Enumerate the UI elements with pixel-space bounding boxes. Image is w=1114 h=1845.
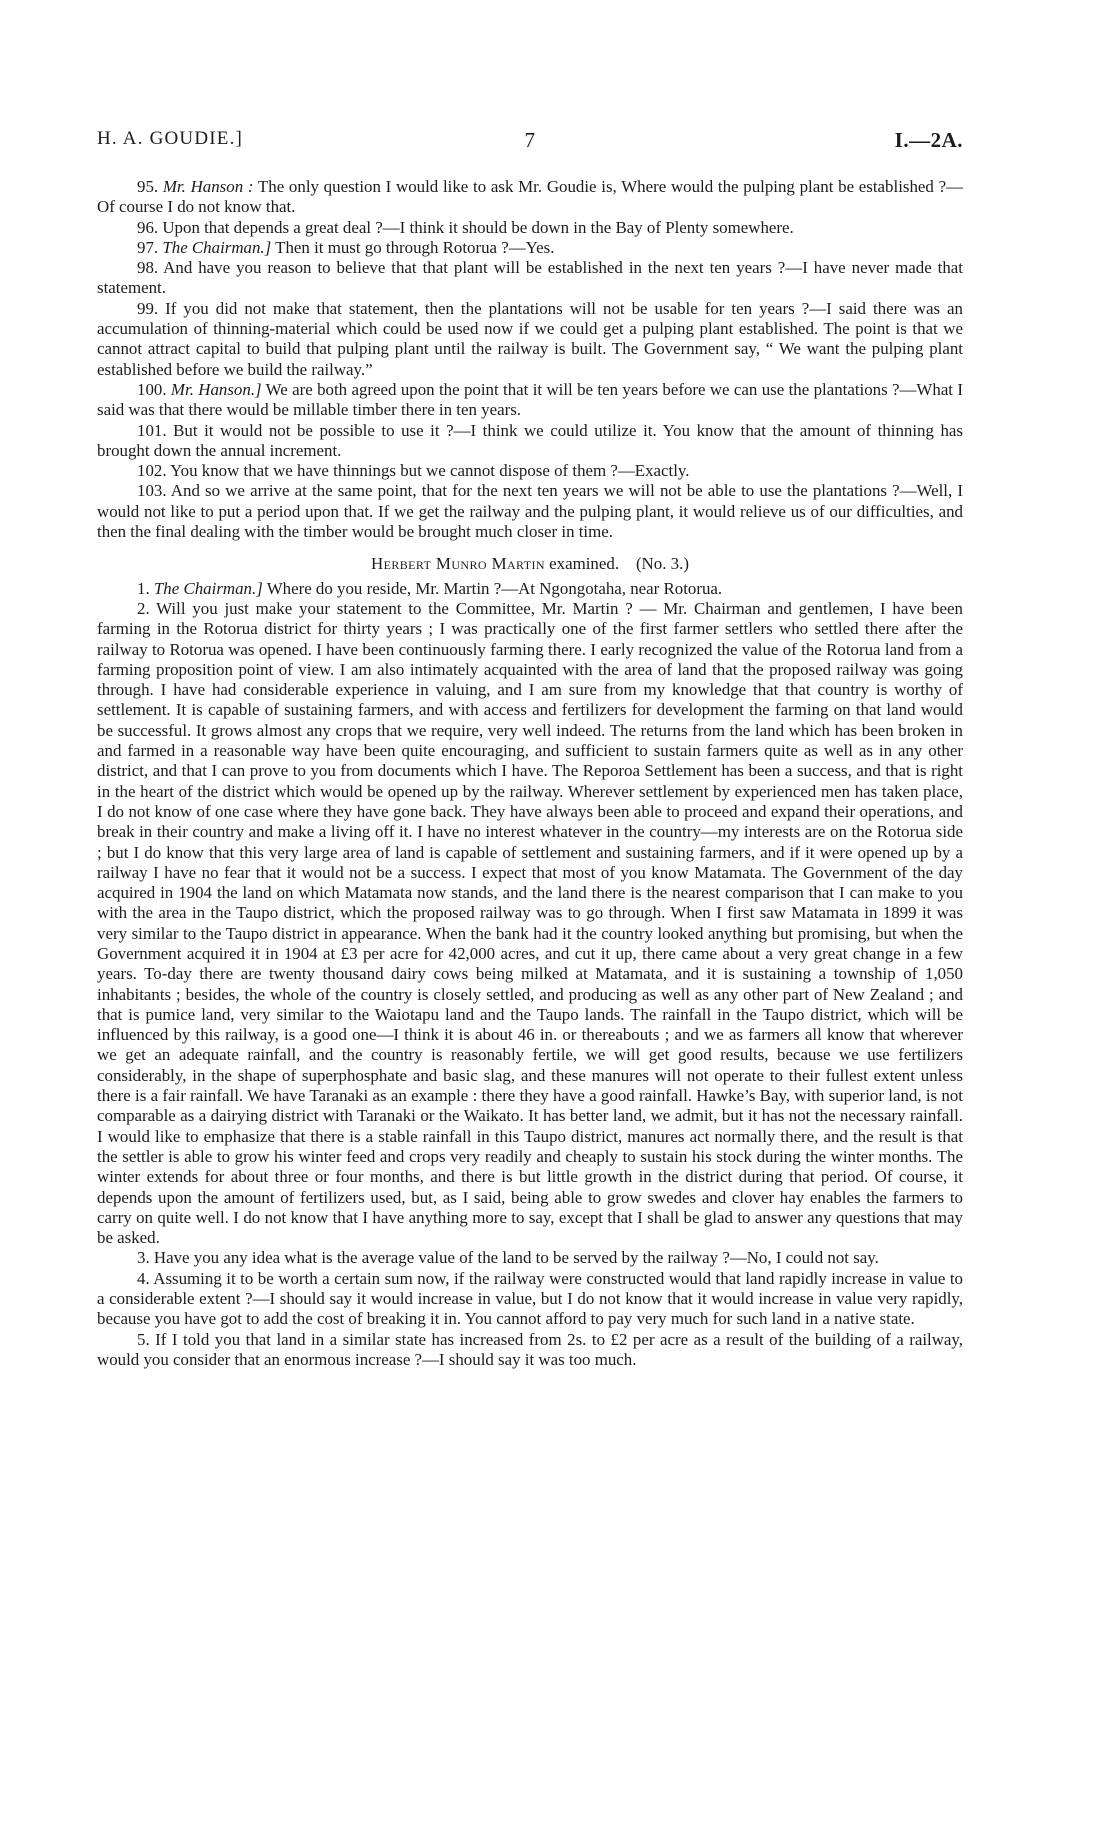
witness-number: (No. 3.): [635, 554, 689, 574]
question-text: You know that we have thinnings but we cannot dispose of them ?—Exactly.: [170, 461, 690, 481]
question-text: Where do you reside, Mr. Martin ?—At Ngongotaha, near Rotorua.: [262, 578, 723, 598]
question-number: 5.: [137, 1329, 150, 1349]
question-paragraph: [97, 421, 963, 462]
witness-heading: [97, 554, 963, 574]
witness-examined: examined.: [544, 554, 620, 574]
question-number: 2.: [137, 598, 150, 618]
paper-reference: I.—2A.: [894, 128, 963, 152]
question-paragraph: [97, 1269, 963, 1330]
question-paragraph: [97, 1330, 963, 1371]
speaker-name: Mr. Hanson :: [162, 177, 254, 196]
page-number: 7: [524, 128, 536, 152]
speaker-name: The Chairman.]: [153, 578, 263, 598]
question-text: Will you just make your statement to the Committee, Mr. Martin ? — Mr. Chairman and gentlemen, I have been farming in the Rotorua district for thirty years ; I was practically one of the first farmer settlers who settled there after the railway to Rotorua was opened. I have been continuously farming there. I early recognized the value of the Rotorua land from a farming proposition point of view. I am also intimately acquainted with the area of land that the proposed railway was going through. I have had considerable experience in valuing, and I am sure from my knowledge that that country is worthy of settlement. It is capable of sustaining farmers, and with access and fertilizers for development the farming on that land would be successful. It grows almost any crops that we require, very well indeed. The returns from the land which has been broken in and farmed in a reasonable way have been quite encouraging, and sufficient to sustain farmers quite as well as in any other district, and that I can prove to you from documents which I have. The Reporoa Settlement has been a success, and that is right in the heart of the district which would be opened up by the railway. Wherever settlement by experienced men has taken place, I do not know of one case where they have gone back. They have always been able to proceed and expand their operations, and break in their country and make a living off it. I have no interest whatever in the country—my interests are on the Rotorua side ; but I do know that this very large area of land is capable of settlement and sustaining farmers, and if it were opened up by a railway I have no fear that it would not be a success. I expect that most of you know Matamata. The Government of the day acquired in 1904 the land on which Matamata now stands, and the land there is the nearest comparison that I can make to you with the area in the Taupo district, which the proposed railway was to go through. When I first saw Matamata in 1899 it was very similar to the Taupo district in appearance. When the bank had it the country looked anything but promising, but when the Government acquired it in 1904 at £3 per acre for 42,000 acres, and cut it up, there came about a very great change in a few years. To-day there are twenty thousand dairy cows being milked at Matamata, and it is sustaining a township of 1,050 inhabitants ; besides, the whole of the country is closely settled, and producing as well as any other part of New Zealand ; and that is pumice land, very similar to the Waiotapu land and the Taupo lands. The rainfall in the Taupo district, which will be influenced by this railway, is a good one—I think it is about 46 in. or thereabouts ; and we as farmers all know that wherever we get an adequate rainfall, and the country is reasonably fertile, we will get good results, because we use fertilizers considerably, in the shape of superphosphate and basic slag, and these manures will not operate to their fullest extent unless there is a fair rainfall. We have Taranaki as an example : there they have a good rainfall. Hawke’s Bay, with superior land, is not comparable as a dairying district with Taranaki or the Waikato. It has better land, we admit, but it has not the necessary rainfall. I would like to emphasize that there is a stable rainfall in this Taupo district, manures act normally there, and the result is that the settler is able to grow his winter feed and crops very readily and cheaply to sustain his stock during the winter months. The winter extends for about three or four months, and there is but little growth in the district during that period. Of course, it depends upon the amount of fertilizers used, but, as I said, being able to grow swedes and clover hay enables the farmers to carry on quite well. I do not know that I have anything more to say, except that I shall be glad to answer any questions that may be asked.: [97, 598, 963, 1248]
question-text: We are both agreed upon the point that it will be ten years before we can use the plantations ?—What I said was that there would be millable timber there in ten years.: [97, 379, 963, 420]
witness-name: Herbert Munro Martin: [371, 554, 545, 574]
question-text: Upon that depends a great deal ?—I think it should be down in the Bay of Plenty somewhere.: [162, 217, 794, 237]
question-number: 99.: [137, 298, 159, 318]
document-body: [97, 177, 963, 1370]
martin-evidence: [97, 579, 963, 1371]
question-text: Have you any idea what is the average value of the land to be served by the railway ?—No, I could not say.: [153, 1248, 879, 1268]
question-paragraph: [97, 1248, 963, 1268]
question-text: Then it must go through Rotorua ?—Yes.: [271, 237, 555, 257]
question-number: 102.: [137, 461, 167, 481]
speaker-name: Mr. Hanson.]: [170, 379, 262, 399]
question-paragraph: [97, 218, 963, 238]
question-text: But it would not be possible to use it ?—I think we could utilize it. You know that the amount of thinning has brought down the annual increment.: [97, 420, 963, 460]
question-paragraph: [97, 579, 963, 599]
question-text: And so we arrive at the same point, that for the next ten years we will not be able to use the plantations ?—Well, I would not like to put a period upon that. If we get the railway and the pulping plant, it would relieve us of our difficulties, and then the final dealing with the timber would be brought much closer in time.: [97, 481, 963, 542]
question-text: Assuming it to be worth a certain sum now, if the railway were constructed would that land rapidly increase in value to a considerable extent ?—I should say it would increase in value, but I do not know that it would increase in value very rapidly, because you have got to add the cost of breaking it in. You cannot afford to pay very much for such land in a native state.: [97, 1268, 963, 1329]
question-number: 103.: [137, 481, 167, 501]
question-text: If you did not make that statement, then the plantations will not be usable for ten years ?—I said there was an accumulation of thinning-material which could be used now if we could get a pulping plant established. The point is that we cannot attract capital to build that pulping plant until the railway is built. The Government say, “ We want the pulping plant established before we build the railway.”: [97, 298, 963, 379]
question-number: 95.: [137, 177, 159, 196]
question-number: 100.: [137, 379, 167, 399]
question-number: 1.: [137, 578, 150, 598]
question-paragraph: [97, 481, 963, 542]
question-number: 97.: [137, 237, 159, 257]
question-text: The only question I would like to ask Mr. Goudie is, Where would the pulping plant be established ?—Of course I do not know that.: [97, 177, 963, 217]
question-number: 101.: [137, 420, 167, 440]
question-text: If I told you that land in a similar state has increased from 2s. to £2 per acre as a result of the building of a railway, would you consider that an enormous increase ?—I should say it was too much.: [97, 1329, 963, 1369]
question-paragraph: [97, 461, 963, 481]
question-number: 4.: [137, 1268, 150, 1288]
question-paragraph: [97, 299, 963, 380]
question-text: And have you reason to believe that that plant will be established in the next ten years ?—I have never made that statement.: [97, 258, 963, 298]
question-paragraph: [97, 258, 963, 299]
question-number: 98.: [137, 258, 159, 278]
header-witness-name: H. A. GOUDIE.]: [97, 128, 244, 149]
question-paragraph: [97, 599, 963, 1249]
question-paragraph: [97, 177, 963, 218]
speaker-name: The Chairman.]: [162, 237, 272, 257]
goudie-evidence: [97, 177, 963, 542]
page-header: [97, 128, 963, 156]
question-number: 96.: [137, 217, 159, 237]
question-number: 3.: [137, 1248, 150, 1268]
question-paragraph: [97, 380, 963, 421]
question-paragraph: [97, 238, 963, 258]
